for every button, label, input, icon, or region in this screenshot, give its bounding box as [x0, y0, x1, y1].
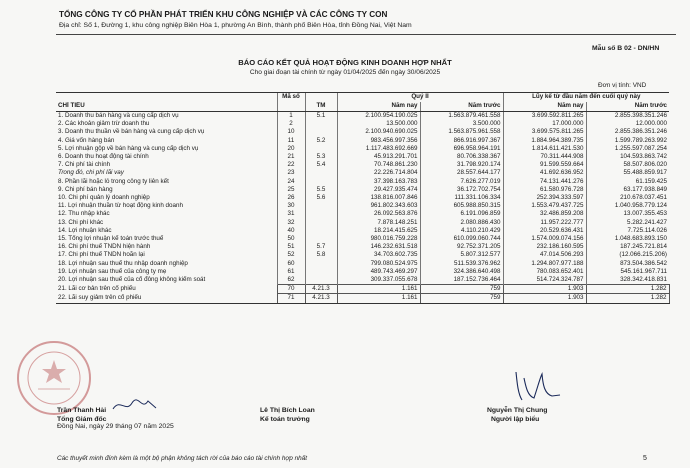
cell-y-last: 1.282 — [586, 285, 669, 294]
cell-y-this: 1.294.807.977.188 — [503, 260, 586, 268]
cell-y-last: 58.507.806.020 — [586, 161, 669, 169]
cell-q-this: 2.100.954.190.025 — [337, 112, 420, 121]
cell-code: 20 — [277, 145, 305, 153]
cell-y-this: 32.486.859.208 — [503, 210, 586, 218]
cell-y-this: 41.692.636.952 — [503, 169, 586, 177]
cell-name: 8. Phần lãi hoặc lỗ trong công ty liên kết — [58, 177, 169, 185]
cell-q-last: 866.916.997.367 — [420, 137, 503, 145]
cell-y-last: 1.282 — [586, 294, 669, 303]
cell-name: 15. Tổng lợi nhuận kế toán trước thuế — [58, 235, 164, 243]
cell-code: 70 — [277, 285, 305, 294]
cell-q-last: 2.080.886.430 — [420, 219, 503, 227]
cell-q-this: 70.748.861.230 — [337, 161, 420, 169]
cell-q-last: 187.152.736.464 — [420, 276, 503, 285]
cell-y-last: 7.725.114.026 — [586, 227, 669, 235]
col-item-header — [56, 93, 277, 103]
cell-y-this: 3.699.575.811.265 — [503, 128, 586, 136]
cell-code: 61 — [277, 268, 305, 276]
cell-y-last: 328.342.418.831 — [586, 276, 669, 285]
header-divider — [56, 34, 676, 35]
cell-name: 4. Giá vốn hàng bán — [58, 136, 115, 144]
table-header-row — [56, 93, 669, 103]
cell-y-this: 61.580.976.728 — [503, 186, 586, 194]
table-row — [56, 268, 669, 276]
cell-q-this: 799.080.524.975 — [337, 260, 420, 268]
cell-name: 1. Doanh thu bán hàng và cung cấp dịch vụ — [58, 112, 179, 119]
table-row — [56, 294, 669, 303]
cell-q-last: 610.099.060.744 — [420, 235, 503, 243]
col-item-label: CHỈ TIÊU — [56, 102, 277, 112]
cell-note: 5.4 — [305, 161, 337, 169]
cell-code: 71 — [277, 294, 305, 303]
cell-y-this: 70.311.444.908 — [503, 153, 586, 161]
cell-code: 10 — [277, 128, 305, 136]
cell-q-last: 80.706.338.367 — [420, 153, 503, 161]
table-row — [56, 243, 669, 251]
cell-y-last: 2.855.386.351.246 — [586, 128, 669, 136]
cell-code: 26 — [277, 194, 305, 202]
cell-name: 12. Thu nhập khác — [58, 210, 110, 218]
table-row — [56, 219, 669, 227]
cell-y-last: 13.007.355.453 — [586, 210, 669, 218]
cell-q-last: 28.557.644.177 — [420, 169, 503, 177]
cell-q-last: 6.191.096.859 — [420, 210, 503, 218]
cell-note — [305, 235, 337, 243]
cell-name: 2. Các khoản giảm trừ doanh thu — [58, 120, 150, 128]
cell-q-this: 980.016.759.228 — [337, 235, 420, 243]
cell-y-this: 11.957.222.777 — [503, 219, 586, 227]
cell-q-this: 37.398.163.783 — [337, 178, 420, 186]
table-row — [56, 112, 669, 121]
cell-y-this: 780.083.652.401 — [503, 268, 586, 276]
director-signature-stroke — [113, 400, 156, 409]
cell-q-last: 511.539.376.962 — [420, 260, 503, 268]
cell-name: 16. Chi phí thuế TNDN hiện hành — [58, 243, 151, 251]
cell-note: 5.6 — [305, 194, 337, 202]
cell-q-last: 31.798.920.174 — [420, 161, 503, 169]
cell-y-this: 1.553.479.437.725 — [503, 202, 586, 210]
cell-note — [305, 210, 337, 218]
cell-y-last: 2.855.398.351.246 — [586, 112, 669, 121]
cell-q-this: 45.913.291.701 — [337, 153, 420, 161]
cell-y-last: 104.593.863.742 — [586, 153, 669, 161]
table-row — [56, 227, 669, 235]
cell-q-this: 13.500.000 — [337, 120, 420, 128]
cell-name: Trong đó, chi phí lãi vay — [58, 169, 124, 177]
col-quarter-last-year: Năm trước — [420, 102, 503, 112]
cell-y-this: 1.814.611.421.530 — [503, 145, 586, 153]
cell-note — [305, 276, 337, 285]
cell-name: 9. Chi phí bán hàng — [58, 185, 113, 193]
cell-note: 5.8 — [305, 251, 337, 259]
quarter-header: Quý II — [337, 93, 503, 103]
director-role: Tổng Giám đốc — [57, 416, 107, 423]
cell-name: 3. Doanh thu thuần về bán hàng và cung cấp dịch vụ — [58, 128, 205, 136]
accountant-name: Lê Thị Bích Loan — [260, 407, 315, 414]
cell-q-last: 36.172.702.754 — [420, 186, 503, 194]
form-number: Mẫu số B 02 - DN/HN — [592, 45, 660, 52]
cell-note — [305, 219, 337, 227]
cell-q-this: 18.214.415.625 — [337, 227, 420, 235]
cell-note — [305, 169, 337, 177]
cell-note: 4.21.3 — [305, 285, 337, 294]
cell-note — [305, 128, 337, 136]
cell-y-this: 91.599.559.664 — [503, 161, 586, 169]
cell-y-last: 187.245.721.814 — [586, 243, 669, 251]
cell-q-this: 309.337.055.678 — [337, 276, 420, 285]
cell-y-this: 514.724.324.787 — [503, 276, 586, 285]
table-row — [56, 169, 669, 177]
col-note-label: TM — [305, 102, 337, 112]
footnote: Các thuyết minh đính kèm là một bộ phận không tách rời của báo cáo tài chính hợp nhất — [57, 455, 308, 462]
cell-name: 6. Doanh thu hoạt động tài chính — [58, 153, 149, 161]
cell-q-last: 759 — [420, 285, 503, 294]
cell-y-last: 210.678.037.451 — [586, 194, 669, 202]
cell-y-last: 873.504.386.542 — [586, 260, 669, 268]
cell-y-last: 1.048.683.893.150 — [586, 235, 669, 243]
col-code-header: Mã số — [277, 93, 305, 103]
cell-q-last: 696.958.964.191 — [420, 145, 503, 153]
currency-unit: Đơn vị tính: VND — [598, 82, 647, 89]
cell-q-last: 92.752.371.205 — [420, 243, 503, 251]
accountant-role: Kế toán trưởng — [260, 416, 310, 423]
cell-note: 5.7 — [305, 243, 337, 251]
cell-code: 30 — [277, 202, 305, 210]
col-ytd-this-year: Năm nay — [503, 102, 586, 112]
cell-code: 60 — [277, 260, 305, 268]
company-seal-stamp — [14, 338, 94, 418]
signing-date: Đồng Nai, ngày 29 tháng 07 năm 2025 — [57, 423, 174, 430]
cell-q-last: 111.331.106.334 — [420, 194, 503, 202]
table-row — [56, 128, 669, 136]
report-period: Cho giai đoạn tài chính từ ngày 01/04/2025 đến ngày 30/06/2025 — [249, 69, 441, 76]
cell-y-last: 12.000.000 — [586, 120, 669, 128]
table-row — [56, 186, 669, 194]
cell-note: 5.5 — [305, 186, 337, 194]
cell-q-this: 1.161 — [337, 294, 420, 303]
cell-name: 20. Lợi nhuận sau thuế của cổ đông không kiểm soát — [58, 276, 206, 284]
col-note-header — [305, 93, 337, 103]
cell-y-last: 1.599.789.263.992 — [586, 137, 669, 145]
table-row — [56, 137, 669, 145]
cell-code: 1 — [277, 112, 305, 121]
cell-q-last: 605.988.850.315 — [420, 202, 503, 210]
cell-name: 21. Lãi cơ bản trên cổ phiếu — [58, 285, 136, 293]
cell-q-this: 29.427.935.474 — [337, 186, 420, 194]
cell-name: 7. Chi phí tài chính — [58, 161, 111, 169]
cell-y-last: 545.161.967.711 — [586, 268, 669, 276]
table-row — [56, 202, 669, 210]
cell-note — [305, 145, 337, 153]
cell-q-last: 7.626.277.019 — [420, 178, 503, 186]
cell-y-last: 55.488.859.917 — [586, 169, 669, 177]
cell-q-last: 1.563.879.461.558 — [420, 112, 503, 121]
cell-q-this: 138.816.007.846 — [337, 194, 420, 202]
cell-y-last: 1.255.597.087.254 — [586, 145, 669, 153]
cell-code: 62 — [277, 276, 305, 285]
cell-code: 40 — [277, 227, 305, 235]
cell-q-this: 983.456.997.356 — [337, 137, 420, 145]
cell-q-this: 2.100.940.690.025 — [337, 128, 420, 136]
cell-q-this: 1.161 — [337, 285, 420, 294]
cell-code: 50 — [277, 235, 305, 243]
cell-q-this: 489.743.469.297 — [337, 268, 420, 276]
cell-note — [305, 227, 337, 235]
cell-q-last: 1.563.875.961.558 — [420, 128, 503, 136]
table-row — [56, 235, 669, 243]
cell-code: 52 — [277, 251, 305, 259]
preparer-signature — [512, 368, 564, 404]
page-number: 5 — [643, 455, 647, 462]
table-row — [56, 194, 669, 202]
cell-y-this: 1.903 — [503, 294, 586, 303]
cell-code: 2 — [277, 120, 305, 128]
cell-code: 22 — [277, 161, 305, 169]
cell-y-this: 20.529.636.431 — [503, 227, 586, 235]
col-ytd-last-year: Năm trước — [586, 102, 669, 112]
cell-note: 5.1 — [305, 112, 337, 121]
cell-note — [305, 120, 337, 128]
table-row — [56, 260, 669, 268]
cell-y-this: 232.186.160.595 — [503, 243, 586, 251]
director-signature — [110, 395, 160, 415]
table-row — [56, 210, 669, 218]
preparer-role: Người lập biểu — [491, 416, 540, 423]
cell-note: 5.2 — [305, 137, 337, 145]
company-address: Địa chỉ: Số 1, Đường 1, khu công nghiệp Biên Hòa 1, phường An Bình, thành phố Biên Hòa, tỉnh Đồng Nai, Việt Nam — [59, 22, 412, 29]
cell-y-this: 47.014.506.293 — [503, 251, 586, 259]
cell-y-last: 63.177.938.849 — [586, 186, 669, 194]
table-row — [56, 120, 669, 128]
cell-q-this: 34.703.602.735 — [337, 251, 420, 259]
cell-q-last: 4.110.210.429 — [420, 227, 503, 235]
cell-y-this: 3.699.592.811.265 — [503, 112, 586, 121]
cell-y-this: 1.574.009.074.156 — [503, 235, 586, 243]
director-name: Trần Thanh Hải — [57, 407, 107, 414]
table-subheader-row — [56, 102, 669, 112]
cell-q-last: 324.386.640.498 — [420, 268, 503, 276]
cell-name: 14. Lợi nhuận khác — [58, 226, 112, 234]
cell-q-this: 146.232.631.518 — [337, 243, 420, 251]
cell-y-this: 1.884.964.389.735 — [503, 137, 586, 145]
cell-y-this: 74.131.441.276 — [503, 178, 586, 186]
cell-note — [305, 260, 337, 268]
cell-name: 10. Chi phí quản lý doanh nghiệp — [58, 194, 150, 202]
cell-q-this: 7.878.148.251 — [337, 219, 420, 227]
cell-code: 31 — [277, 210, 305, 218]
cell-q-last: 759 — [420, 294, 503, 303]
table-row — [56, 178, 669, 186]
cell-note — [305, 268, 337, 276]
table-row — [56, 251, 669, 259]
table-row — [56, 153, 669, 161]
cell-code: 11 — [277, 137, 305, 145]
col-code-blank — [277, 102, 305, 112]
company-name: TỔNG CÔNG TY CỔ PHẦN PHÁT TRIỂN KHU CÔNG NGHIỆP VÀ CÁC CÔNG TY CON — [59, 10, 388, 19]
cell-name: 22. Lãi suy giảm trên cổ phiếu — [56, 294, 277, 303]
table-row — [56, 161, 669, 169]
cell-q-this: 1.117.483.692.669 — [337, 145, 420, 153]
cell-y-last: 61.159.425 — [586, 178, 669, 186]
cell-y-last: 5.282.241.427 — [586, 219, 669, 227]
preparer-signature-stroke — [516, 372, 560, 400]
cell-name: 5. Lợi nhuận gộp về bán hàng và cung cấp dịch vụ — [58, 144, 199, 152]
cell-y-this: 17.000.000 — [503, 120, 586, 128]
cell-q-this: 961.802.343.603 — [337, 202, 420, 210]
report-title: BÁO CÁO KẾT QUẢ HOẠT ĐỘNG KINH DOANH HỢP NHẤT — [238, 58, 452, 67]
cell-y-last: 1.040.958.779.124 — [586, 202, 669, 210]
ytd-header: Lũy kế từ đầu năm đến cuối quý này — [503, 93, 669, 103]
cell-note: 4.21.3 — [305, 294, 337, 303]
cell-name: 13. Chi phí khác — [58, 218, 104, 226]
cell-name: 11. Lợi nhuận thuần từ hoạt động kinh doanh — [58, 202, 183, 210]
cell-code: 25 — [277, 186, 305, 194]
col-quarter-this-year: Năm nay — [337, 102, 420, 112]
cell-y-last: (12.066.215.206) — [586, 251, 669, 259]
cell-code: 24 — [277, 178, 305, 186]
cell-note — [305, 178, 337, 186]
income-statement-table — [56, 92, 670, 304]
cell-name: 19. Lợi nhuận sau thuế của công ty mẹ — [58, 267, 167, 275]
cell-y-this: 252.394.333.597 — [503, 194, 586, 202]
cell-note — [305, 202, 337, 210]
cell-name: 18. Lợi nhuận sau thuế thu nhập doanh nghiệp — [58, 259, 188, 267]
cell-code: 51 — [277, 243, 305, 251]
cell-code: 32 — [277, 219, 305, 227]
cell-q-this: 22.226.714.804 — [337, 169, 420, 177]
cell-code: 21 — [277, 153, 305, 161]
seal-star — [42, 360, 66, 383]
table-row — [56, 276, 669, 285]
cell-q-last: 5.807.312.577 — [420, 251, 503, 259]
cell-q-this: 26.092.563.876 — [337, 210, 420, 218]
cell-note: 5.3 — [305, 153, 337, 161]
table-row — [56, 285, 669, 294]
cell-name: 17. Chi phí thuế TNDN hoãn lại — [58, 251, 145, 259]
cell-y-this: 1.903 — [503, 285, 586, 294]
cell-code: 23 — [277, 169, 305, 177]
preparer-name: Nguyễn Thị Chung — [487, 407, 548, 414]
cell-q-last: 3.500.000 — [420, 120, 503, 128]
table-row — [56, 145, 669, 153]
